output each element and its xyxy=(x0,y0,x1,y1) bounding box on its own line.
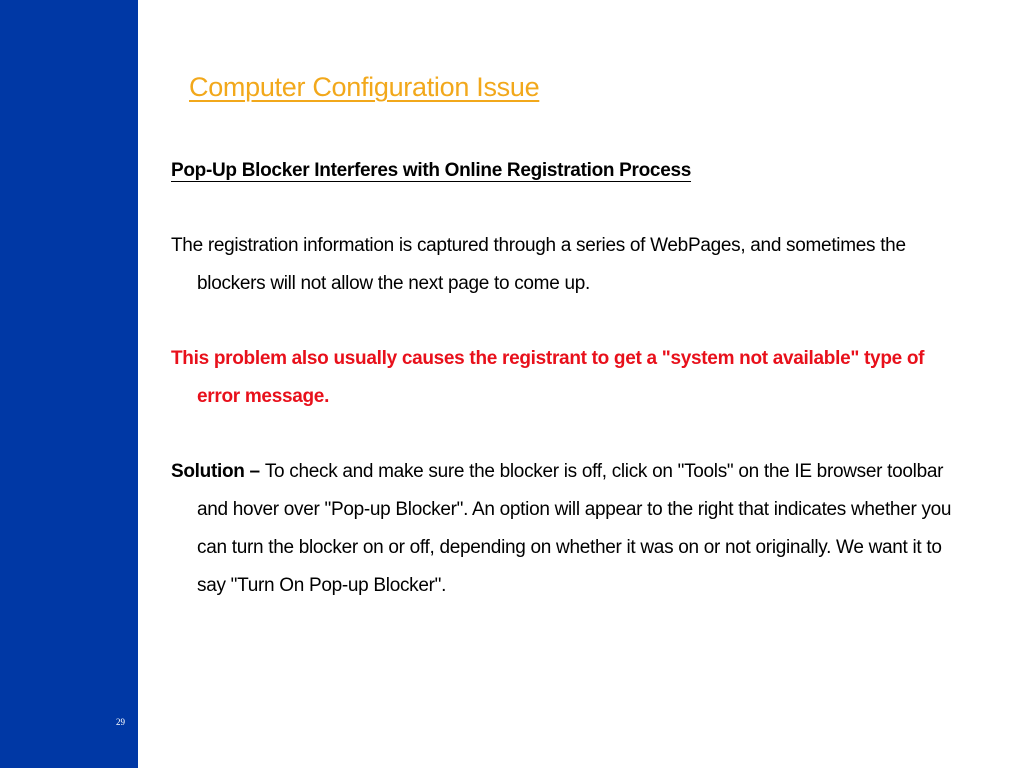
page-number: 29 xyxy=(116,717,125,727)
solution-text: To check and make sure the blocker is off, click on "Tools" on the IE browser toolbar and hover over "Pop-up Blocker". An option will appear to the right that indicates whether you can turn the blocker on or off, depending on whether it was on or not originally. We want it to say "Turn On Pop-up Blocker". xyxy=(197,461,952,596)
paragraph-error-warning: This problem also usually causes the registrant to get a "system not available" type of error message. xyxy=(171,348,925,407)
side-bar xyxy=(0,0,138,768)
paragraph-solution xyxy=(171,453,971,605)
section-heading: Pop-Up Blocker Interferes with Online Registration Process xyxy=(171,160,692,181)
paragraph-registration: The registration information is captured through a series of WebPages, and sometimes the blockers will not allow the next page to come up. xyxy=(171,235,906,294)
solution-label: Solution – xyxy=(171,461,265,482)
slide-title: Computer Configuration Issue xyxy=(189,72,540,102)
slide-content xyxy=(171,152,971,642)
